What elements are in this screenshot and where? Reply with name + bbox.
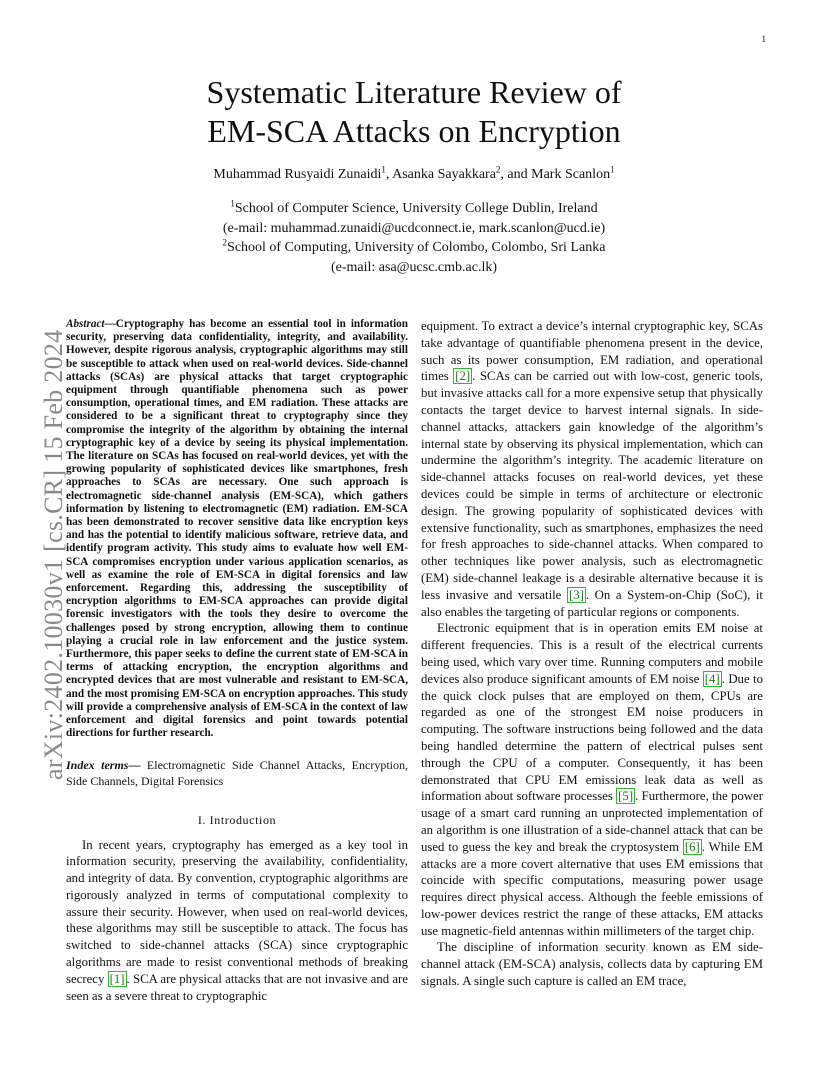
intro-p1-text-b: . SCA are physical attacks that are not invasive and are seen as a severe threat to cryptographic <box>66 971 408 1003</box>
abstract-label: Abstract <box>66 318 105 330</box>
affiliation-2-text: School of Computing, University of Colombo, Colombo, Sri Lanka <box>227 240 606 255</box>
arxiv-identifier[interactable]: arXiv:2402.10030v1 [cs.CR] 15 Feb 2024 <box>39 329 68 780</box>
citation-link[interactable]: [5] <box>618 789 634 804</box>
affiliation-2-mark: 2 <box>222 237 228 248</box>
affiliation-1-email: (e-mail: muhammad.zunaidi@ucdconnect.ie, mark.scanlon@ucd.ie) <box>222 220 606 236</box>
right-p1-text-c: . On a System-on-Chip (SoC), it also enables the targeting of particular regions or components. <box>421 587 763 619</box>
page-number: 1 <box>761 34 766 44</box>
title-line-1: Systematic Literature Review of <box>206 74 622 110</box>
author-3: , and Mark Scanlon <box>500 167 611 182</box>
citation-link[interactable]: [2] <box>455 369 471 384</box>
section-heading-introduction: I. Introduction <box>197 812 277 827</box>
affiliation-1 <box>100 199 728 219</box>
intro-p1-text-a: In recent years, cryptography has emerged as a key tool in information security, preserving the availability, confidentiality, and integrity of data. By convention, cryptographic algorithms are rigorously analyzed in terms of computational complexity to assure their security. However, when used on real-world devices, these algorithms may still be susceptible to attack. The focus has switched to side-channel attacks (SCA) since cryptographic algorithms are made to resist conventional methods of breaking secrecy <box>66 837 408 986</box>
index-terms-text: Electromagnetic Side Channel Attacks, Encryption, Side Channels, Digital Forensics <box>66 757 408 788</box>
citation-link[interactable]: [1] <box>109 971 125 986</box>
index-terms-label: Index terms— <box>66 757 141 772</box>
author-2-affil: 2 <box>495 164 501 175</box>
right-p2-text-c: . Furthermore, the power usage of a smart card running an unprotected implementation of an algorithm is one illustration of a side-channel attack that can be used to guess the key and break the cryptosystem <box>421 789 763 854</box>
citation-link[interactable]: [3] <box>568 587 584 602</box>
right-p2-text-a: Electronic equipment that is in operation emits EM noise at different frequencies. This is a result of the electrical currents being used, which vary over time. Running computers and mobile devices also produce significant amounts of EM noise <box>421 621 763 686</box>
abstract <box>66 318 408 741</box>
affiliations <box>100 199 728 277</box>
paper-title <box>100 73 728 151</box>
index-terms <box>66 757 408 789</box>
right-p2-text-d: . While EM attacks are a more covert alternative that uses EM emissions that coincide with specific computations, measuring power usage requires direct physical access. Although the feeble emissions of low-power devices restrict the range of these attacks, EM attacks use magnetic-field antennas within millimeters of the target chip. <box>421 839 763 938</box>
citation-link[interactable]: [6] <box>684 839 700 854</box>
affiliation-1-text: School of Computer Science, University College Dublin, Ireland <box>234 201 598 216</box>
right-p1-text-b: . SCAs can be carried out with low-cost, generic tools, but invasive attacks call for a more expensive setup that physically contacts the target device to harvest internal signals. In side-channel attacks, attackers gain knowledge of the algorithm’s internal state by observing its physical implementation, which can undermine the algorithm’s integrity. The academic literature on side-channel attacks focuses on real-world devices, yet these devices could be simple in terms of architecture or electronic design. The growing popularity of sophisticated devices with extensive functionality, such as smartphones, emphasizes the need for fresh approaches to side-channel attacks. When compared to other techniques like power analysis, such as electromagnetic (EM) side-channel leakage is a desirable alternative because it is less invasive and versatile <box>421 369 763 602</box>
author-3-affil: 1 <box>610 164 615 175</box>
intro-paragraph-1 <box>66 837 408 1005</box>
author-list <box>100 166 728 184</box>
right-p1-text-a: equipment. To extract a device’s internal cryptographic key, SCAs take advantage of quantifiable phenomena present in the device, such as its power consumption, EM radiation, and operational times <box>421 319 763 384</box>
left-column <box>66 318 408 1004</box>
affiliation-2 <box>100 238 728 258</box>
title-line-2: EM-SCA Attacks on Encryption <box>207 113 621 149</box>
author-1-affil: 1 <box>381 164 386 175</box>
right-column <box>421 318 763 990</box>
right-p2-text-b: . Due to the quick clock pulses that are employed on them, CPUs are regarded as one of the strongest EM noise producers in computing. The software instructions being followed and the data being handled determine the pattern of electrical pulses sent through the CPU of a computer. Consequently, it has been demonstrated that CPU EM emissions leak data as well as information about software processes <box>421 671 764 804</box>
right-paragraph-1 <box>421 318 763 620</box>
affiliation-1-mark: 1 <box>230 198 235 209</box>
author-2: , Asanka Sayakkara <box>385 167 496 182</box>
abstract-text: —Cryptography has become an essential tool in information security, preserving data confidentiality, integrity, and availability. However, despite rigorous analysis, cryptographic algorithms may still be susceptible to attack when used on real-world devices. Side-channel attacks (SCAs) are physical attacks that target cryptographic equipment through quantifiable phenomena such as power consumption, operational times, and EM radiation. These attacks are considered to be a significant threat to cryptography since they compromise the integrity of the algorithm by obtaining the internal cryptographic key of a device by seeing its physical implementation. The literature on SCAs has focused on real-world devices, yet with the growing popularity of sophisticated devices like smartphones, fresh approaches to SCAs are necessary. One such approach is electromagnetic side-channel analysis (EM-SCA), which gathers information by listening to electromagnetic (EM) radiation. EM-SCA has been demonstrated to recover sensitive data like encryption keys and has the potential to identify malicious software, retrieve data, and identify program activity. This study aims to evaluate how well EM-SCA compromises encryption under various application scenarios, as well as examine the role of EM-SCA in digital forensics and law enforcement. Regarding this, addressing the susceptibility of encryption algorithms to EM-SCA approaches can provide digital forensic investigators with the tools they desire to overcome the challenges posed by strong encryption, allowing them to continue playing a crucial role in law enforcement and the justice system. Furthermore, this paper seeks to define the current state of EM-SCA in terms of attacking encryption, the encryption algorithms and encrypted devices that are most vulnerable and resistant to EM-SCA, and the most promising EM-SCA on encryption approaches. This study will provide a comprehensive analysis of EM-SCA in the context of law enforcement and digital forensics and point towards potential directions for further research. <box>66 318 408 740</box>
right-paragraph-2 <box>421 620 763 939</box>
citation-link[interactable]: [4] <box>704 671 720 686</box>
affiliation-2-email: (e-mail: asa@ucsc.cmb.ac.lk) <box>330 259 498 275</box>
author-1: Muhammad Rusyaidi Zunaidi <box>213 167 382 182</box>
right-paragraph-3: The discipline of information security known as EM side-channel attack (EM-SCA) analysis, collects data by capturing EM signals. A single such capture is called an EM trace, <box>421 940 763 989</box>
